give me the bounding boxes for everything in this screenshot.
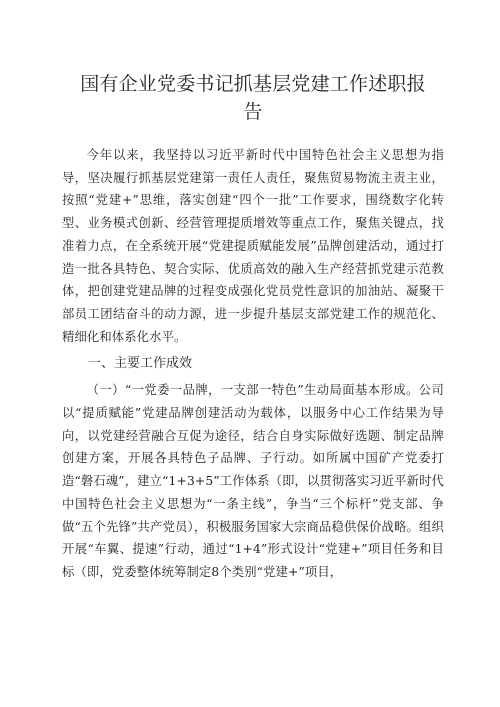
intro-paragraph: 今年以来，我坚持以习近平新时代中国特色社会主义思想为指导，坚决履行抓基层党建第一责任人责任，聚焦贸易物流主责主业，按照“党建+”思维，落实创建“四个一批”工作要求，围绕数字化转型、业务模式创新、经营管理提质增效等重点工作，聚焦关键点，找准着力点，在全系统开展“党建提质赋能发展”品牌创建活动，通过打造一批各具特色、契合实际、优质高效的融入生产经营抓党建示范教体，把创建党建品牌的过程变成强化党员党性意识的加油站、凝聚干部员工团结奋斗的动力源，进一步提升基层支部党建工作的规范化、精细化和体系化水平。 [62, 148, 444, 344]
document-title: 国有企业党委书记抓基层党建工作述职报告 [80, 73, 426, 123]
section-paragraph: （一）“一党委一品牌，一支部一特色”生动局面基本形成。公司以“提质赋能”党建品牌创建活动为载体，以服务中心工作结果为导向，以党建经营融合互促为途径，结合自身实际做好选题、制定品牌创建方案，开展各具特色子品牌、子行动。如所属中国矿产党委打造“磐石魂”，建立“1+3+5”工作体系（即，以贯彻落实习近平新时代中国特色社会主义思想为“一条主线”，争当“三个标杆”党支部、争做“五个先锋”共产党员），积极服务国家大宗商品稳供保价战略。组织开展“车翼、提速”行动，通过“1+4”形式设计“党建+”项目任务和目标（即，党委整体统筹制定8个类别“党建+”项目， [62, 383, 444, 579]
section-heading: 一、主要工作成效 [88, 356, 193, 372]
